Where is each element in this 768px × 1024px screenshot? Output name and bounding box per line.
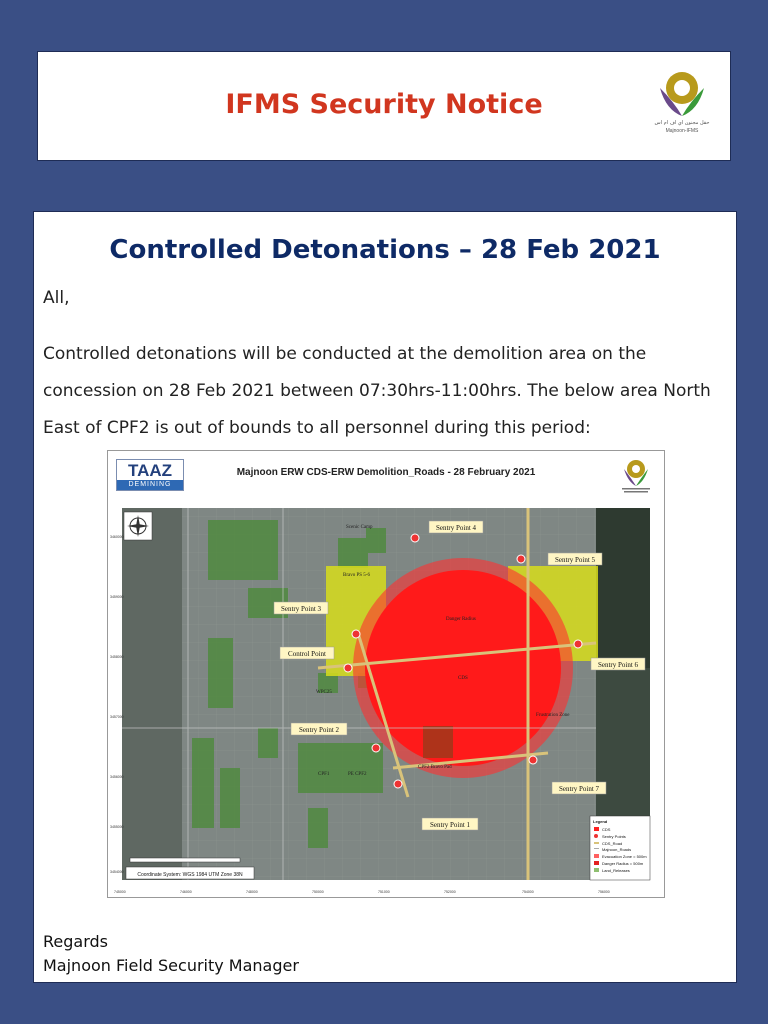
label-bravo-ps: Bravo PS 5-6 xyxy=(343,573,370,578)
notice-body: Controlled detonations will be conducted at the demolition area on the concession on 28 Feb 2021 between 07:30hrs-11:00hrs. The below area North East of CPF2 is out of bounds to all personnel during this period: xyxy=(43,344,711,438)
y-tick: 3459000 xyxy=(110,595,124,599)
legend-danger: Danger Radius = 500m xyxy=(602,861,644,866)
header-title: IFMS Security Notice xyxy=(225,89,543,120)
notice-card xyxy=(33,211,737,983)
legend-cds: CDS xyxy=(602,827,611,832)
label-sentry-6: Sentry Point 6 xyxy=(597,661,639,669)
label-wpc: WPC25 xyxy=(316,690,332,695)
legend-majnoon-roads: Majnoon_Roads xyxy=(602,847,632,852)
x-tick: 752000 xyxy=(444,890,456,894)
taaz-brand: TAAZ xyxy=(127,461,173,480)
greeting: All, xyxy=(43,288,70,308)
legend-land-releases: Land_Releases xyxy=(602,868,630,873)
map-title: Majnoon ERW CDS-ERW Demolition_Roads - 28 February 2021 xyxy=(236,467,536,478)
map-legend xyxy=(590,816,650,880)
y-tick: 3456000 xyxy=(110,775,124,779)
map-graphic xyxy=(108,498,664,897)
y-tick: 3454000 xyxy=(110,870,124,874)
y-tick: 3458000 xyxy=(110,655,124,659)
map-header xyxy=(108,451,664,499)
signature-block xyxy=(43,930,299,978)
label-sentry-7: Sentry Point 7 xyxy=(558,785,600,793)
coord-system: Coordinate System: WGS 1984 UTM Zone 38N xyxy=(137,872,243,878)
x-tick: 748000 xyxy=(246,890,258,894)
signature: Majnoon Field Security Manager xyxy=(43,956,299,975)
demolition-map xyxy=(107,450,665,898)
label-scenic-camp: Scenic Camp xyxy=(346,525,373,530)
label-cpf2-pad: CPF2 Bravo Pad xyxy=(418,765,452,770)
label-pe-cpf2: PE CPF2 xyxy=(348,772,367,777)
legend-title: Legend xyxy=(593,819,608,824)
x-tick: 750000 xyxy=(312,890,324,894)
regards: Regards xyxy=(43,932,108,951)
logo-text: Majnoon-IFMS xyxy=(665,128,699,134)
y-tick: 3457000 xyxy=(110,715,124,719)
x-tick: 751000 xyxy=(378,890,390,894)
north-arrow-icon xyxy=(124,512,152,540)
x-tick: 745000 xyxy=(114,890,126,894)
label-sentry-1: Sentry Point 1 xyxy=(429,821,471,829)
label-sentry-3: Sentry Point 3 xyxy=(280,605,322,613)
label-cds: CDS xyxy=(458,676,468,681)
label-cpf1: CPF1 xyxy=(318,772,330,777)
y-tick: 3460000 xyxy=(110,535,124,539)
label-sentry-4: Sentry Point 4 xyxy=(435,524,477,532)
label-sentry-2: Sentry Point 2 xyxy=(298,726,340,734)
x-tick: 746000 xyxy=(180,890,192,894)
y-tick: 3455000 xyxy=(110,825,124,829)
x-tick: 754000 xyxy=(522,890,534,894)
legend-evacuation: Evacuation Zone = 500m xyxy=(602,854,647,859)
majnoon-logo xyxy=(652,66,712,146)
header-card xyxy=(37,51,731,161)
label-danger-radius: Danger Radius xyxy=(446,617,476,622)
legend-cds-road: CDS_Road xyxy=(602,841,623,846)
notice-title: Controlled Detonations – 28 Feb 2021 xyxy=(109,235,661,265)
majnoon-small-logo xyxy=(616,456,656,494)
label-control-point: Control Point xyxy=(288,650,326,658)
taaz-sub: DEMINING xyxy=(117,480,183,490)
label-frustration-zone: Frustration Zone xyxy=(536,713,570,718)
legend-sentry-points: Sentry Points xyxy=(602,834,626,839)
logo-arabic-text: حقل مجنون اي اف ام اس xyxy=(654,120,710,126)
x-tick: 756000 xyxy=(598,890,610,894)
label-sentry-5: Sentry Point 5 xyxy=(554,556,596,564)
